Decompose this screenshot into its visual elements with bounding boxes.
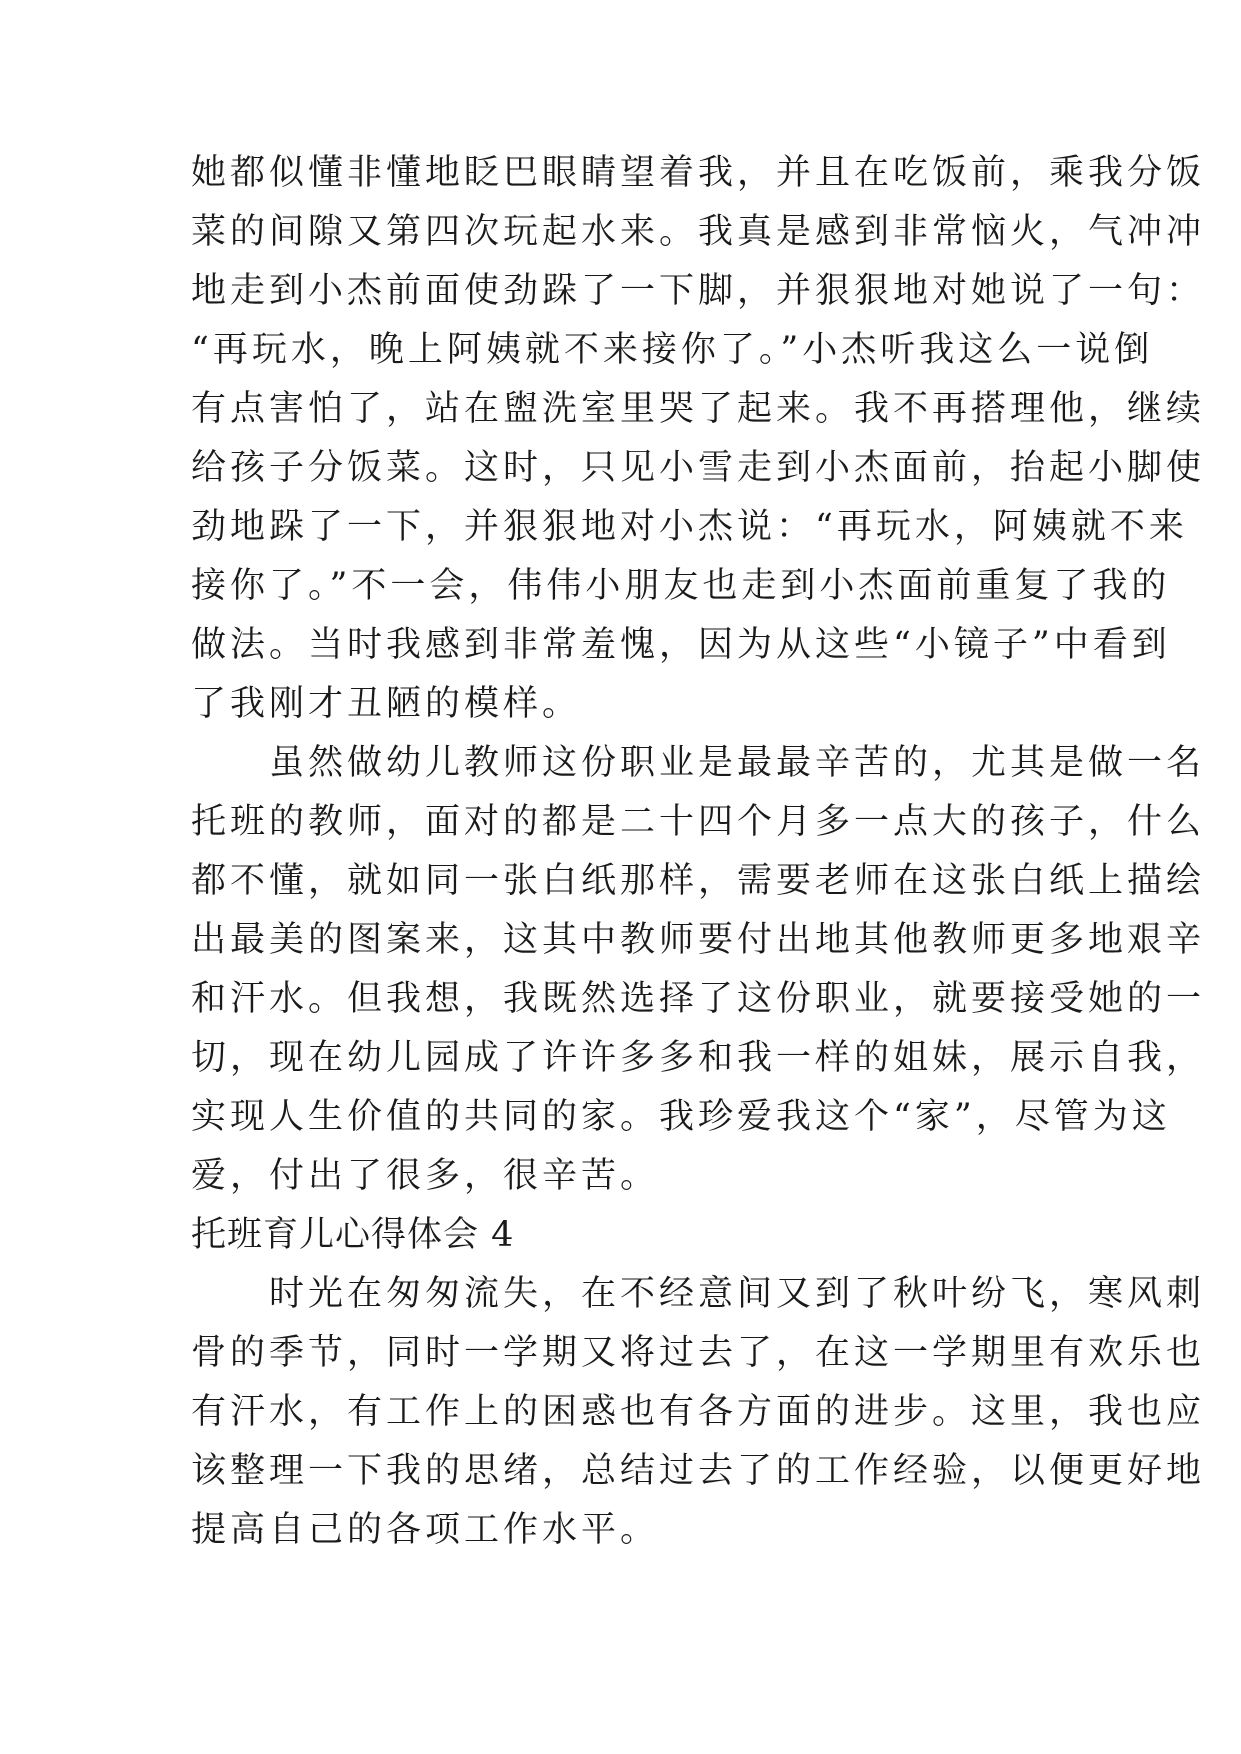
text-line: 时光在匆匆流失，在不经意间又到了秋叶纷飞，寒风刺 [191,1274,1206,1314]
text-line: 劲地跺了一下，并狠狠地对小杰说：“再玩水，阿姨就不来 [191,507,1188,547]
text-line: 实现人生价值的共同的家。我珍爱我这个“家”，尽管为这 [191,1097,1171,1137]
text-line: 托班的教师，面对的都是二十四个月多一点大的孩子，什么 [191,802,1206,842]
text-line: 有汗水，有工作上的困惑也有各方面的进步。这里，我也应 [191,1392,1206,1432]
text-line: 爱，付出了很多，很辛苦。 [191,1156,660,1196]
section-heading: 托班育儿心得体会 4 [191,1215,515,1255]
text-line: 虽然做幼儿教师这份职业是最最辛苦的，尤其是做一名 [191,743,1206,783]
text-line: 了我刚才丑陋的模样。 [191,684,582,724]
text-line: 该整理一下我的思绪，总结过去了的工作经验，以便更好地 [191,1451,1206,1491]
text-line: 菜的间隙又第四次玩起水来。我真是感到非常恼火，气冲冲 [191,212,1206,252]
text-line: 接你了。”不一会，伟伟小朋友也走到小杰面前重复了我的 [191,566,1171,606]
text-line: 做法。当时我感到非常羞愧，因为从这些“小镜子”中看到 [191,625,1171,665]
text-line: 骨的季节，同时一学期又将过去了，在这一学期里有欢乐也 [191,1333,1206,1373]
text-line: 有点害怕了，站在盥洗室里哭了起来。我不再搭理他，继续 [191,389,1206,429]
text-line: 切，现在幼儿园成了许许多多和我一样的姐妹，展示自我， [191,1038,1206,1078]
text-line: 提高自己的各项工作水平。 [191,1510,660,1550]
text-line: “再玩水，晚上阿姨就不来接你了。”小杰听我这么一说倒 [191,330,1154,370]
text-line: 都不懂，就如同一张白纸那样，需要老师在这张白纸上描绘 [191,861,1206,901]
text-line: 出最美的图案来，这其中教师要付出地其他教师更多地艰辛 [191,920,1206,960]
text-line: 给孩子分饭菜。这时，只见小雪走到小杰面前，抬起小脚使 [191,448,1206,488]
text-line: 地走到小杰前面使劲跺了一下脚，并狠狠地对她说了一句： [191,271,1206,311]
text-line: 她都似懂非懂地眨巴眼睛望着我，并且在吃饭前，乘我分饭 [191,153,1206,193]
text-line: 和汗水。但我想，我既然选择了这份职业，就要接受她的一 [191,979,1206,1019]
